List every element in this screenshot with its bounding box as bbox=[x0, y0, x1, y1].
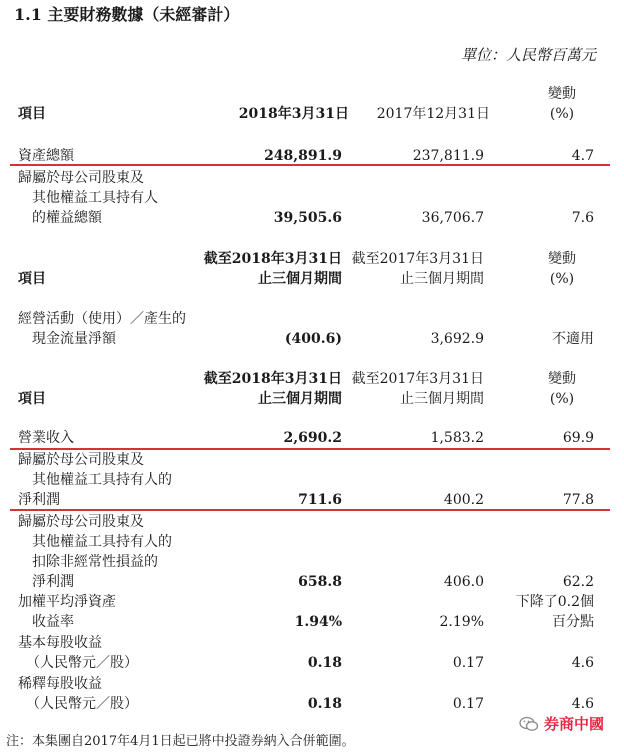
row-cashflow-v2: 3,692.9 bbox=[430, 331, 484, 347]
s2-header-pct: (%) bbox=[549, 271, 575, 287]
row-revenue-v1: 2,690.2 bbox=[283, 430, 342, 446]
row-total-assets-v3: 4.7 bbox=[571, 148, 594, 164]
row-equity-v1: 39,505.6 bbox=[273, 210, 342, 226]
row-adj-profit-v3: 62.2 bbox=[562, 574, 594, 590]
row-net-profit-label-3: 淨利潤 bbox=[18, 492, 60, 508]
row-equity-v2: 36,706.7 bbox=[421, 210, 484, 226]
row-roe-label-1: 加權平均淨資產 bbox=[18, 594, 116, 610]
s2-header-change: 變動 bbox=[548, 251, 576, 267]
row-cashflow-v3: 不適用 bbox=[552, 331, 594, 347]
row-cashflow-v1: (400.6) bbox=[284, 331, 342, 347]
row-roe-v2: 2.19% bbox=[439, 614, 484, 630]
s2-header-col1-line1: 截至2018年3月31日 bbox=[203, 251, 342, 267]
s2-header-col2-line2: 止三個月期間 bbox=[400, 271, 484, 287]
s3-header-col2-line1: 截至2017年3月31日 bbox=[351, 371, 484, 387]
s1-header-col2: 2017年12月31日 bbox=[376, 106, 490, 122]
row-diluted-eps-label-2: （人民幣元／股） bbox=[26, 696, 138, 712]
row-total-assets-v2: 237,811.9 bbox=[412, 148, 484, 164]
row-adj-profit-v2: 406.0 bbox=[443, 574, 484, 590]
row-equity-label-2: 其他權益工具持有人 bbox=[32, 190, 158, 206]
s3-header-col1-line2: 止三個月期間 bbox=[258, 391, 342, 407]
s3-header-item: 項目 bbox=[18, 391, 46, 407]
row-revenue-label: 營業收入 bbox=[18, 430, 74, 446]
s3-header-col1-line1: 截至2018年3月31日 bbox=[203, 371, 342, 387]
row-revenue-v3: 69.9 bbox=[562, 430, 594, 446]
row-adj-profit-v1: 658.8 bbox=[298, 574, 342, 590]
watermark bbox=[519, 713, 604, 734]
s1-header-change: 變動 bbox=[548, 86, 576, 102]
row-basic-eps-v2: 0.17 bbox=[452, 655, 484, 671]
row-basic-eps-v1: 0.18 bbox=[307, 655, 342, 671]
row-diluted-eps-v1: 0.18 bbox=[307, 696, 342, 712]
row-net-profit-v2: 400.2 bbox=[443, 492, 484, 508]
row-adj-profit-label-1: 歸屬於母公司股東及 bbox=[18, 514, 144, 530]
row-adj-profit-label-2: 其他權益工具持有人的 bbox=[32, 534, 172, 550]
row-diluted-eps-v2: 0.17 bbox=[452, 696, 484, 712]
s2-header-col1-line2: 止三個月期間 bbox=[258, 271, 342, 287]
highlight-line bbox=[10, 509, 610, 511]
s1-header-col1: 2018年3月31日 bbox=[238, 106, 349, 122]
row-cashflow-label-2: 現金流量淨額 bbox=[32, 331, 116, 347]
row-net-profit-v1: 711.6 bbox=[298, 492, 342, 508]
row-equity-label-1: 歸屬於母公司股東及 bbox=[18, 170, 144, 186]
section-title: 1.1 主要財務數據（未經審計） bbox=[14, 5, 240, 24]
s3-header-change: 變動 bbox=[548, 371, 576, 387]
row-net-profit-label-2: 其他權益工具持有人的 bbox=[32, 472, 172, 488]
row-equity-v3: 7.6 bbox=[571, 210, 594, 226]
row-total-assets-label: 資產總額 bbox=[18, 148, 74, 164]
row-adj-profit-label-4: 淨利潤 bbox=[32, 574, 74, 590]
row-revenue-v2: 1,583.2 bbox=[430, 430, 484, 446]
row-cashflow-label-1: 經營活動（使用）／產生的 bbox=[18, 311, 186, 327]
s1-header-item: 項目 bbox=[18, 106, 46, 122]
row-roe-label-2: 收益率 bbox=[32, 614, 74, 630]
row-roe-v3-line2: 百分點 bbox=[552, 614, 594, 630]
s1-header-pct: (%) bbox=[549, 106, 575, 122]
footnote: 注：本集團自2017年4月1日起已將中投證券納入合併範圍。 bbox=[6, 734, 355, 749]
row-roe-v1: 1.94% bbox=[294, 614, 342, 630]
row-basic-eps-label-1: 基本每股收益 bbox=[18, 635, 102, 651]
row-net-profit-v3: 77.8 bbox=[562, 492, 594, 508]
unit-label: 單位：人民幣百萬元 bbox=[460, 46, 596, 64]
row-basic-eps-label-2: （人民幣元／股） bbox=[26, 655, 138, 671]
row-total-assets-v1: 248,891.9 bbox=[264, 148, 342, 164]
s2-header-item: 項目 bbox=[18, 271, 46, 287]
s2-header-col2-line1: 截至2017年3月31日 bbox=[351, 251, 484, 267]
row-diluted-eps-label-1: 稀釋每股收益 bbox=[18, 676, 102, 692]
s3-header-col2-line2: 止三個月期間 bbox=[400, 391, 484, 407]
s3-header-pct: (%) bbox=[549, 391, 575, 407]
row-net-profit-label-1: 歸屬於母公司股東及 bbox=[18, 452, 144, 468]
row-equity-label-3: 的權益總額 bbox=[32, 210, 102, 226]
row-basic-eps-v3: 4.6 bbox=[571, 655, 594, 671]
row-diluted-eps-v3: 4.6 bbox=[571, 696, 594, 712]
row-roe-v3-line1: 下降了0.2個 bbox=[515, 594, 594, 610]
wechat-icon bbox=[519, 716, 539, 732]
row-adj-profit-label-3: 扣除非經常性損益的 bbox=[32, 554, 158, 570]
watermark-text: 券商中國 bbox=[543, 715, 604, 733]
highlight-line bbox=[10, 164, 610, 166]
